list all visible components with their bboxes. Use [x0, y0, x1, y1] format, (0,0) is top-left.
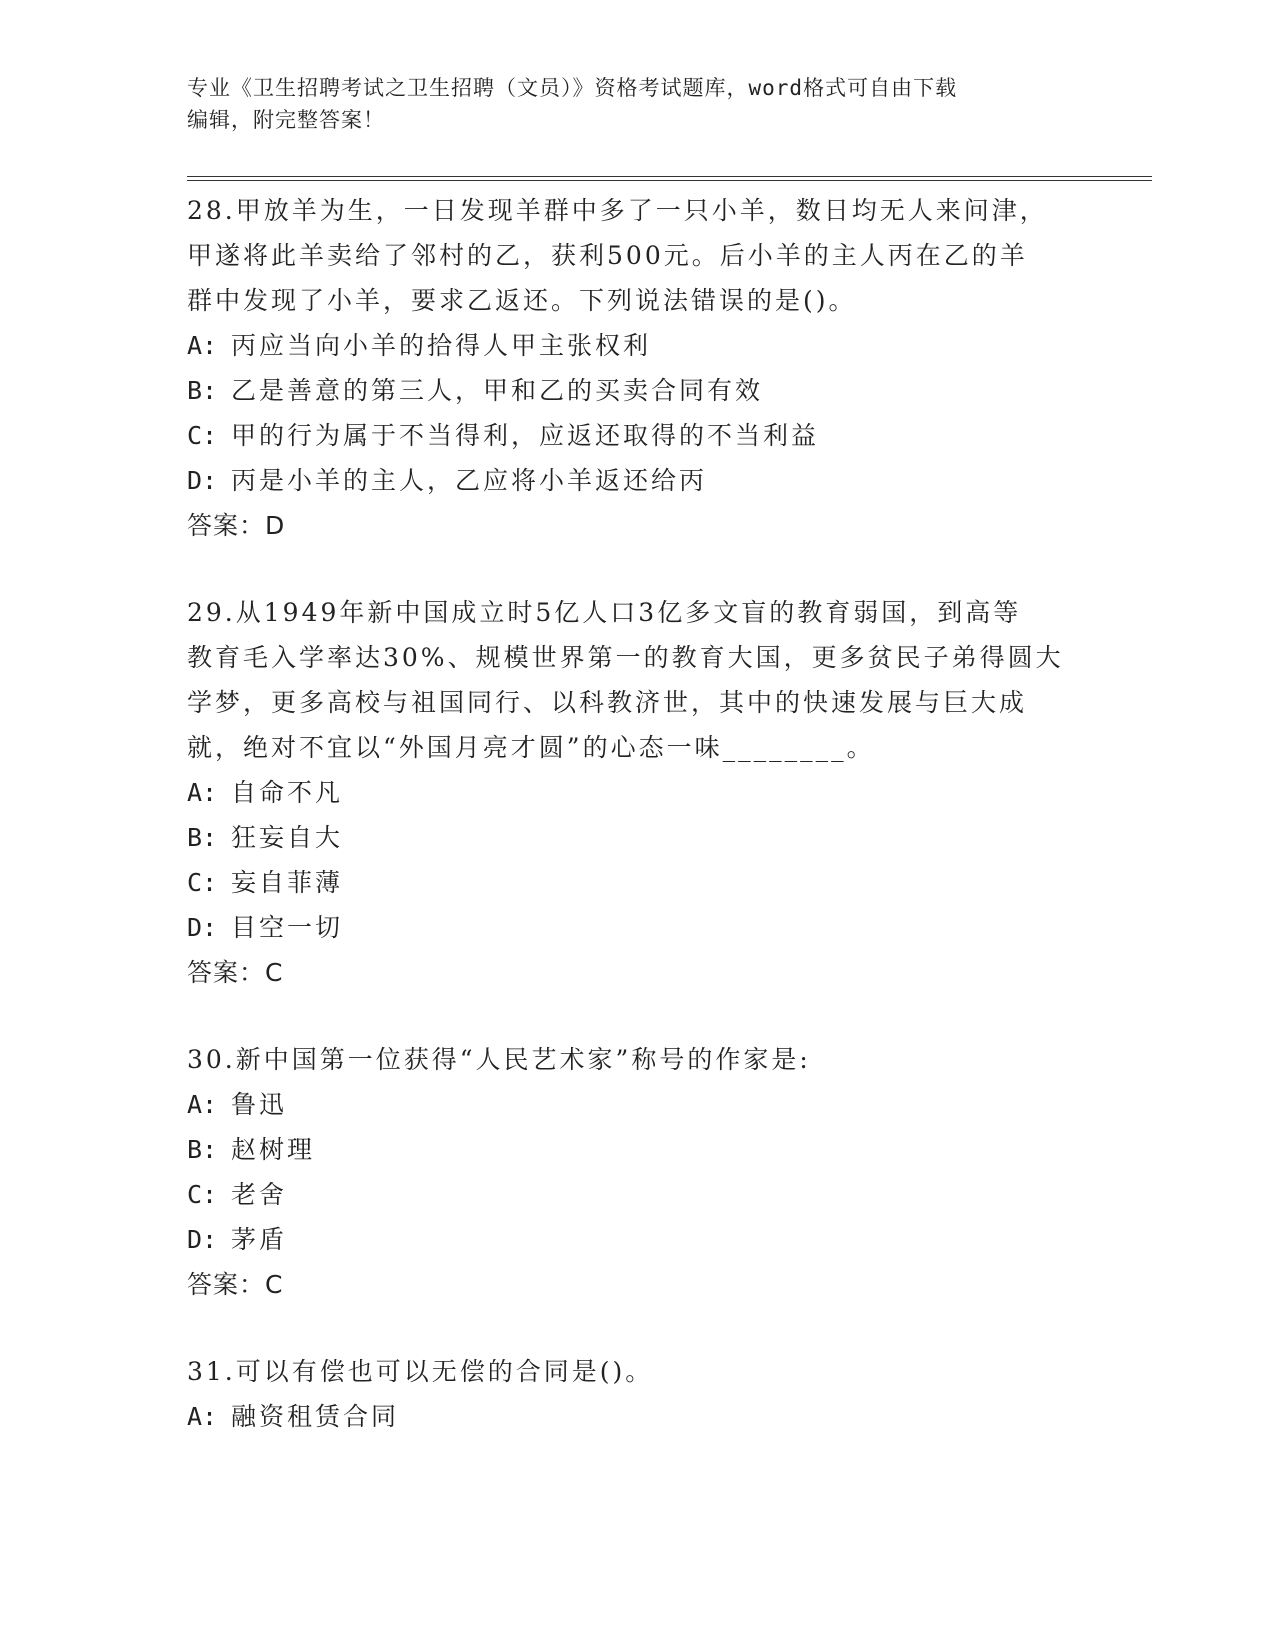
question-text-line: 30.新中国第一位获得“人民艺术家”称号的作家是:	[187, 1045, 811, 1074]
document-header	[187, 72, 1067, 136]
option-b	[187, 1127, 1087, 1172]
option-key: C:	[187, 421, 218, 450]
option-key: A:	[187, 1402, 218, 1431]
option-key: B:	[187, 376, 218, 405]
header-divider-bottom	[187, 180, 1152, 181]
option-c	[187, 413, 1087, 458]
question-text	[187, 1349, 1087, 1394]
option-key: C:	[187, 868, 218, 897]
option-key: C:	[187, 1180, 218, 1209]
option-a	[187, 1394, 1087, 1439]
option-text: 赵树理	[231, 1135, 316, 1164]
question-text-line: 群中发现了小羊，要求乙返还。下列说法错误的是()。	[187, 286, 857, 315]
question-text-line: 甲遂将此羊卖给了邻村的乙，获利500元。后小羊的主人丙在乙的羊	[187, 241, 1028, 270]
question-text-line: 31.可以有偿也可以无偿的合同是()。	[187, 1357, 654, 1386]
option-b	[187, 815, 1087, 860]
question-28	[187, 188, 1087, 548]
question-text	[187, 1037, 1087, 1082]
option-key: B:	[187, 1135, 218, 1164]
answer-line: 答案：C	[187, 1270, 284, 1299]
header-divider-top	[187, 176, 1152, 177]
option-text: 老舍	[231, 1180, 288, 1209]
option-key: A:	[187, 331, 218, 360]
option-key: A:	[187, 778, 218, 807]
option-text: 甲的行为属于不当得利，应返还取得的不当利益	[231, 421, 820, 450]
option-text: 妄自菲薄	[231, 868, 344, 897]
option-text: 融资租赁合同	[231, 1402, 400, 1431]
option-text: 丙是小羊的主人，乙应将小羊返还给丙	[231, 466, 708, 495]
option-c	[187, 1172, 1087, 1217]
option-key: B:	[187, 823, 218, 852]
question-text-line: 就，绝对不宜以“外国月亮才圆”的心态一味________。	[187, 733, 875, 762]
question-30	[187, 1037, 1087, 1307]
question-text-line: 教育毛入学率达30%、规模世界第一的教育大国，更多贫民子弟得圆大	[187, 643, 1064, 672]
option-text: 狂妄自大	[231, 823, 344, 852]
option-d	[187, 1217, 1087, 1262]
question-text-line: 学梦，更多高校与祖国同行、以科教济世，其中的快速发展与巨大成	[187, 688, 1028, 717]
question-29	[187, 590, 1087, 995]
option-text: 鲁迅	[231, 1090, 288, 1119]
option-text: 自命不凡	[231, 778, 344, 807]
option-text: 目空一切	[231, 913, 344, 942]
answer-line: 答案：D	[187, 511, 286, 540]
option-c	[187, 860, 1087, 905]
option-text: 乙是善意的第三人，甲和乙的买卖合同有效	[231, 376, 764, 405]
question-list	[187, 188, 1087, 1481]
question-text-line: 28.甲放羊为生，一日发现羊群中多了一只小羊，数日均无人来问津，	[187, 196, 1048, 225]
question-31	[187, 1349, 1087, 1439]
header-line-2: 编辑，附完整答案！	[187, 108, 385, 132]
question-text-line: 29.从1949年新中国成立时5亿人口3亿多文盲的教育弱国，到高等	[187, 598, 1022, 627]
option-d	[187, 458, 1087, 503]
option-d	[187, 905, 1087, 950]
option-a	[187, 1082, 1087, 1127]
option-a	[187, 770, 1087, 815]
option-key: D:	[187, 1225, 218, 1254]
option-key: D:	[187, 913, 218, 942]
option-text: 丙应当向小羊的拾得人甲主张权利	[231, 331, 652, 360]
option-a	[187, 323, 1087, 368]
question-text	[187, 188, 1087, 323]
question-text	[187, 590, 1087, 770]
option-b	[187, 368, 1087, 413]
option-key: D:	[187, 466, 218, 495]
option-key: A:	[187, 1090, 218, 1119]
header-line-1: 专业《卫生招聘考试之卫生招聘（文员）》资格考试题库，word格式可自由下载	[187, 76, 958, 100]
option-text: 茅盾	[231, 1225, 288, 1254]
answer-line: 答案：C	[187, 958, 284, 987]
